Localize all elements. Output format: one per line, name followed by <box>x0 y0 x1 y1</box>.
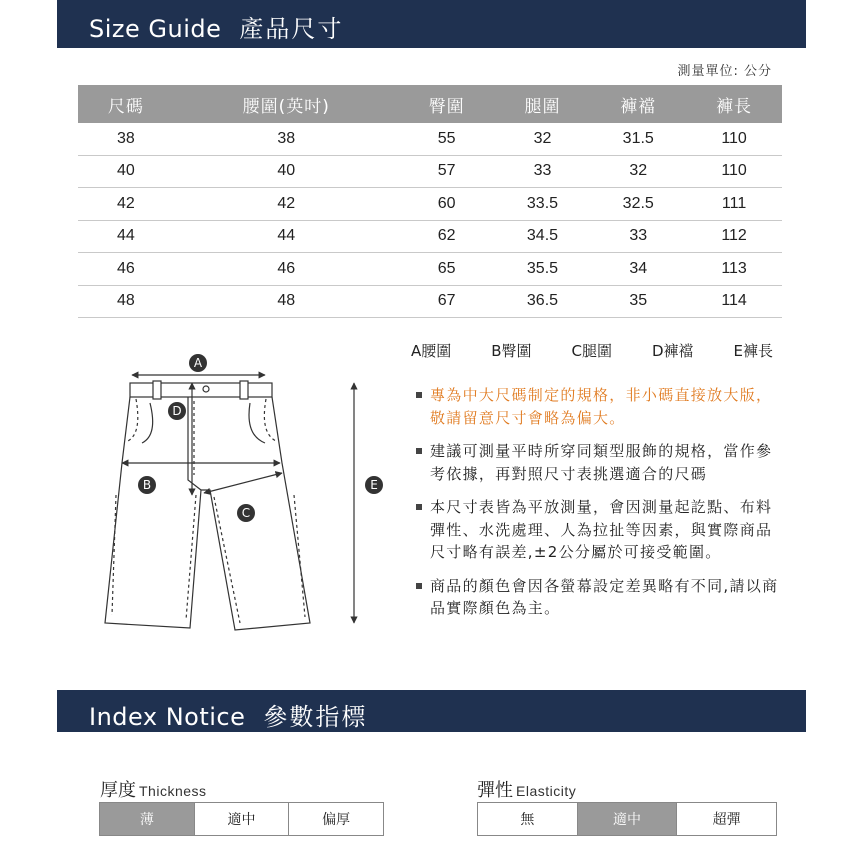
marker-a <box>189 354 207 372</box>
table-cell: 31.5 <box>590 123 686 155</box>
table-cell: 32 <box>495 123 591 155</box>
col-header-rise: 褲襠 <box>590 85 686 123</box>
measurement-legend <box>411 340 773 361</box>
table-cell: 112 <box>686 220 782 253</box>
note-text: 專為中大尺碼制定的規格，非小碼直接放大版，敬請留意尺寸會略為偏大。 <box>430 386 773 427</box>
table-cell: 60 <box>399 188 495 221</box>
col-header-length: 褲長 <box>686 85 782 123</box>
marker-e <box>365 476 383 494</box>
size-table <box>78 85 782 318</box>
table-cell: 36.5 <box>495 285 591 318</box>
pants-measurement-diagram <box>100 345 390 645</box>
marker-d <box>168 402 186 420</box>
table-row <box>78 188 782 221</box>
table-cell: 33.5 <box>495 188 591 221</box>
marker-b <box>138 476 156 494</box>
elasticity-option-medium: 適中 <box>577 803 677 835</box>
table-cell: 40 <box>78 155 174 188</box>
table-cell: 35.5 <box>495 253 591 286</box>
col-header-waist: 腰圍(英吋) <box>174 85 399 123</box>
pants-outline <box>105 381 310 630</box>
measure-lines <box>122 375 354 623</box>
table-cell: 38 <box>78 123 174 155</box>
note-item <box>416 440 786 485</box>
table-cell: 67 <box>399 285 495 318</box>
elasticity-label-en: Elasticity <box>516 783 577 799</box>
size-guide-title <box>89 9 343 44</box>
table-cell: 42 <box>174 188 399 221</box>
bullet-square-icon <box>416 448 422 454</box>
elasticity-scale <box>477 802 777 836</box>
bullet-square-icon <box>416 504 422 510</box>
note-item <box>416 575 786 620</box>
note-item <box>416 496 786 564</box>
table-cell: 35 <box>590 285 686 318</box>
marker-c <box>237 504 255 522</box>
svg-text:C: C <box>241 506 251 520</box>
legend-item: D褲襠 <box>651 342 694 360</box>
legend-item: A腰圍 <box>411 342 452 360</box>
table-cell: 40 <box>174 155 399 188</box>
note-text: 本尺寸表皆為平放測量，會因測量起訖點、布料彈性、水洗處理、人為拉扯等因素，與實際商品尺寸略有誤差,±2公分屬於可接受範圍。 <box>430 498 773 561</box>
table-cell: 33 <box>495 155 591 188</box>
bullet-square-icon <box>416 583 422 589</box>
size-guide-title-en: Size Guide <box>89 15 222 43</box>
note-text: 商品的顏色會因各螢幕設定差異略有不同,請以商品實際顏色為主。 <box>430 576 779 617</box>
table-cell: 42 <box>78 188 174 221</box>
thickness-option-thick: 偏厚 <box>288 803 383 835</box>
col-header-size: 尺碼 <box>78 85 174 123</box>
thickness-option-thin: 薄 <box>100 803 194 835</box>
thickness-label <box>100 776 207 802</box>
table-cell: 111 <box>686 188 782 221</box>
col-header-hip: 臀圍 <box>399 85 495 123</box>
table-cell: 57 <box>399 155 495 188</box>
legend-item: E褲長 <box>733 342 773 360</box>
table-row <box>78 220 782 253</box>
table-row <box>78 253 782 286</box>
index-notice-title-zh: 參數指標 <box>263 703 368 731</box>
legend-item: C腿圍 <box>571 342 612 360</box>
col-header-thigh: 腿圍 <box>495 85 591 123</box>
table-row <box>78 285 782 318</box>
index-notice-title <box>89 697 367 732</box>
table-cell: 34 <box>590 253 686 286</box>
table-cell: 55 <box>399 123 495 155</box>
svg-text:B: B <box>142 478 152 492</box>
table-cell: 32.5 <box>590 188 686 221</box>
svg-text:A: A <box>193 356 203 370</box>
table-cell: 33 <box>590 220 686 253</box>
svg-text:E: E <box>370 478 378 492</box>
legend-item: B臀圍 <box>491 342 532 360</box>
table-cell: 48 <box>78 285 174 318</box>
table-row <box>78 123 782 155</box>
thickness-scale <box>99 802 384 836</box>
note-text: 建議可測量平時所穿同類型服飾的規格，當作參考依據，再對照尺寸表挑選適合的尺碼 <box>430 442 773 483</box>
table-cell: 110 <box>686 123 782 155</box>
elasticity-option-super: 超彈 <box>676 803 776 835</box>
table-cell: 46 <box>174 253 399 286</box>
table-cell: 46 <box>78 253 174 286</box>
svg-text:D: D <box>172 404 182 418</box>
note-item <box>416 384 786 429</box>
size-guide-header <box>57 0 806 48</box>
elasticity-label-zh: 彈性 <box>477 780 513 801</box>
elasticity-option-none: 無 <box>520 812 535 828</box>
table-cell: 114 <box>686 285 782 318</box>
thickness-option-medium: 適中 <box>194 803 289 835</box>
table-cell: 110 <box>686 155 782 188</box>
table-cell: 48 <box>174 285 399 318</box>
index-notice-header <box>57 690 806 732</box>
unit-note: 測量單位: 公分 <box>677 64 772 79</box>
table-cell: 34.5 <box>495 220 591 253</box>
table-cell: 44 <box>174 220 399 253</box>
table-cell: 62 <box>399 220 495 253</box>
size-notes <box>416 384 786 631</box>
elasticity-label <box>477 776 576 802</box>
size-guide-title-zh: 產品尺寸 <box>239 15 344 43</box>
size-table-header-row <box>78 85 782 123</box>
index-notice-title-en: Index Notice <box>89 703 246 731</box>
table-cell: 44 <box>78 220 174 253</box>
table-cell: 32 <box>590 155 686 188</box>
thickness-label-zh: 厚度 <box>100 780 136 801</box>
table-row <box>78 155 782 188</box>
table-cell: 38 <box>174 123 399 155</box>
table-cell: 113 <box>686 253 782 286</box>
thickness-label-en: Thickness <box>139 783 207 799</box>
table-cell: 65 <box>399 253 495 286</box>
bullet-square-icon <box>416 392 422 398</box>
